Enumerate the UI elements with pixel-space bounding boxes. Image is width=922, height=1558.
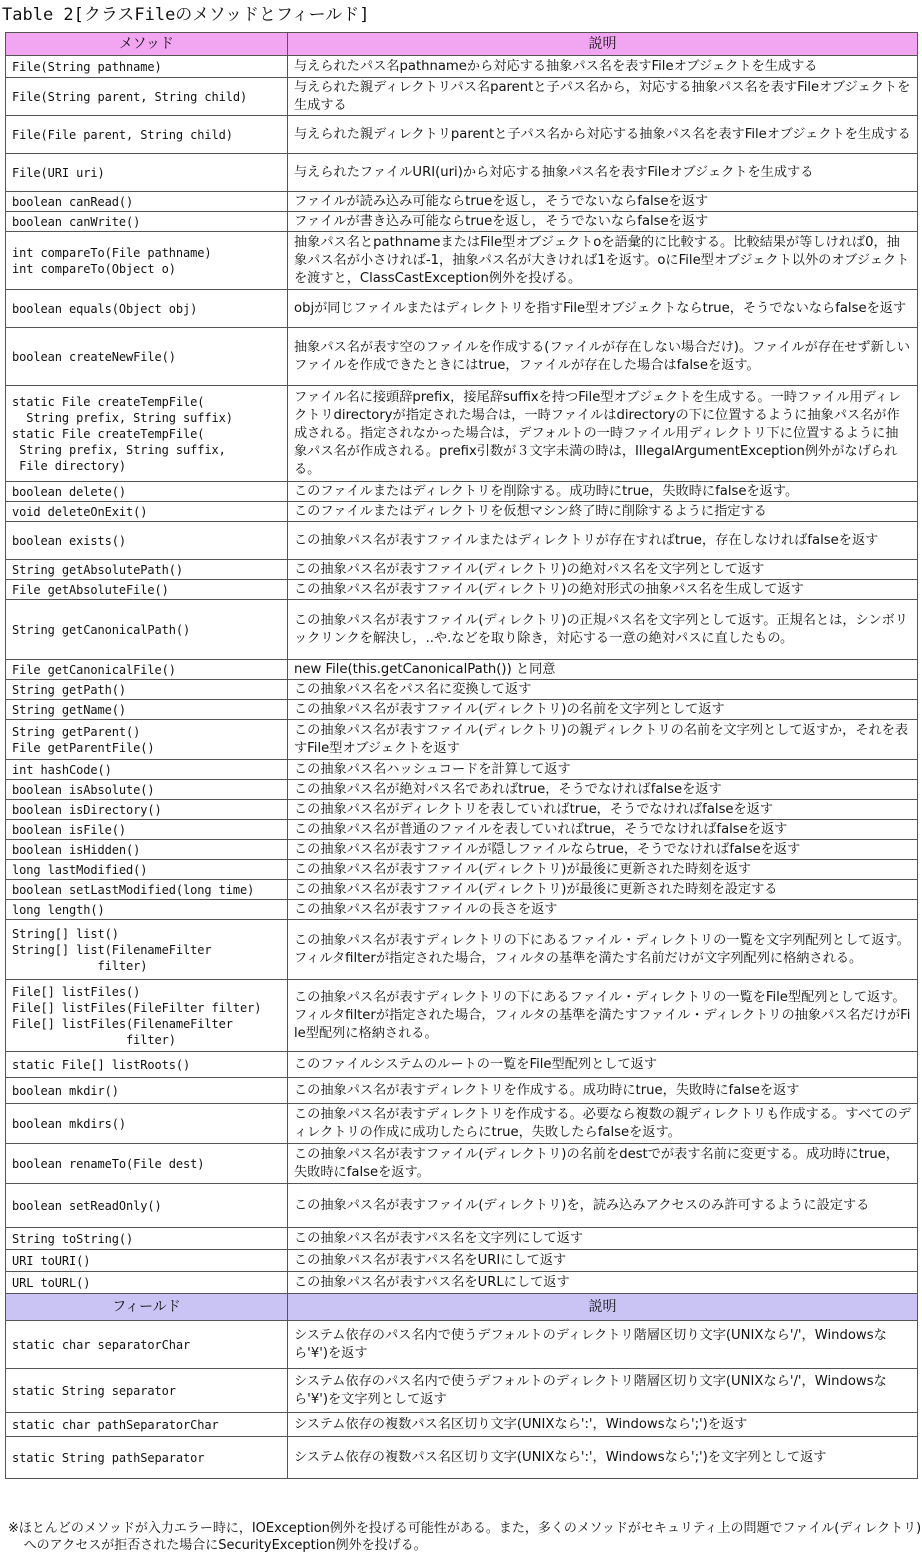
signature-line: static File[] listRoots() [12, 1057, 191, 1072]
method-row-signature [6, 580, 288, 600]
field-row [6, 1437, 918, 1479]
method-row-description: この抽象パス名が表すファイル(ディレクトリ)の名前をdestでが表す名前に変更する。成功時にtrue，失敗時にfalseを返す。 [288, 1144, 918, 1184]
method-row-description: 与えられた親ディレクトリparentと子パス名から対応する抽象パス名を表すFileオブジェクトを生成する [288, 116, 918, 154]
field-row-signature [6, 1437, 288, 1479]
fields-column-header: フィールド [6, 1294, 288, 1321]
method-row-signature [6, 880, 288, 900]
method-row [6, 78, 918, 116]
fields-header-row [6, 1294, 918, 1321]
method-row-description: この抽象パス名が表すファイル(ディレクトリ)を，読み込みアクセスのみ許可するように設定する [288, 1184, 918, 1228]
method-row-description: この抽象パス名が表すファイル(ディレクトリ)の絶対形式の抽象パス名を生成して返す [288, 580, 918, 600]
method-row [6, 820, 918, 840]
signature-line: File(File parent, String child) [12, 127, 233, 142]
signature-line: URI toURI() [12, 1253, 91, 1268]
signature-line: String[] list(FilenameFilter [12, 942, 212, 957]
method-row [6, 900, 918, 920]
table-body [6, 33, 918, 1479]
method-row-description: この抽象パス名をパス名に変換して返す [288, 680, 918, 700]
method-row-signature [6, 720, 288, 760]
method-row-signature [6, 780, 288, 800]
method-row-signature [6, 232, 288, 290]
method-row-description: この抽象パス名ハッシュコードを計算して返す [288, 760, 918, 780]
method-row-description: この抽象パス名が表すパス名をURIにして返す [288, 1250, 918, 1272]
method-row [6, 522, 918, 560]
method-row-signature [6, 328, 288, 386]
method-row [6, 386, 918, 482]
field-row-description: システム依存のパス名内で使うデフォルトのディレクトリ階層区切り文字(UNIXなら'/'，Windowsなら'¥')を返す [288, 1321, 918, 1369]
signature-line: File getAbsoluteFile() [12, 582, 169, 597]
method-row [6, 192, 918, 212]
signature-line: void deleteOnExit() [12, 504, 148, 519]
method-row-description: この抽象パス名が表すディレクトリの下にあるファイル・ディレクトリの一覧をFile型配列として返す。フィルタfilterが指定された場合，フィルタの基準を満たすファイル・ディレクトリの抽象パス名だけがFile型配列に格納される。 [288, 980, 918, 1052]
method-row-signature [6, 680, 288, 700]
method-row [6, 1104, 918, 1144]
signature-line: File[] listFiles() [12, 984, 141, 999]
method-row-description: ファイルが読み込み可能ならtrueを返し，そうでないならfalseを返す [288, 192, 918, 212]
signature-line: boolean equals(Object obj) [12, 301, 198, 316]
method-row-signature [6, 1272, 288, 1294]
method-row-description: このファイルまたはディレクトリを削除する。成功時にtrue，失敗時にfalseを返す。 [288, 482, 918, 502]
signature-line: URL toURL() [12, 1275, 91, 1290]
method-row [6, 880, 918, 900]
method-row-signature [6, 860, 288, 880]
method-row-description: この抽象パス名が表すディレクトリを作成する。成功時にtrue，失敗時にfalseを返す [288, 1078, 918, 1104]
method-row [6, 680, 918, 700]
method-row [6, 580, 918, 600]
field-row-signature [6, 1321, 288, 1369]
signature-line: boolean delete() [12, 484, 126, 499]
method-row [6, 482, 918, 502]
method-row [6, 920, 918, 980]
methods-header-row [6, 33, 918, 56]
method-row [6, 290, 918, 328]
fields-description-header: 説明 [288, 1294, 918, 1321]
signature-line: boolean isDirectory() [12, 802, 162, 817]
signature-line: File directory) [12, 458, 126, 473]
signature-line: boolean setLastModified(long time) [12, 882, 255, 897]
signature-line: boolean exists() [12, 533, 126, 548]
method-row [6, 840, 918, 860]
signature-line: File(URI uri) [12, 165, 105, 180]
signature-line: File getCanonicalFile() [12, 662, 176, 677]
method-row [6, 600, 918, 660]
signature-line: filter) [12, 1032, 176, 1047]
method-row [6, 1228, 918, 1250]
file-class-reference-table [5, 32, 918, 1479]
method-row-description: 抽象パス名とpathnameまたはFile型オブジェクトoを語彙的に比較する。比較結果が等しければ0，抽象パス名が小さければ-1，抽象パス名が大きければ1を返す。oにFile型オブジェクト以外のオブジェクトを渡すと，ClassCastException例外を投げる。 [288, 232, 918, 290]
method-row-description: この抽象パス名が表すパス名を文字列にして返す [288, 1228, 918, 1250]
method-row-signature [6, 56, 288, 78]
signature-line: File[] listFiles(FilenameFilter [12, 1016, 233, 1031]
method-row-description: 抽象パス名が表す空のファイルを作成する(ファイルが存在しない場合だけ)。ファイルが存在せず新しいファイルを作成できたときにはtrue，ファイルが存在した場合はfalseを返す。 [288, 328, 918, 386]
signature-line: File(String parent, String child) [12, 89, 248, 104]
method-row-signature [6, 1184, 288, 1228]
method-row-description: ファイル名に接頭辞prefix，接尾辞suffixを持つFile型オブジェクトを生成する。一時ファイル用ディレクトリdirectoryが指定された場合は，一時ファイルはdirectoryの下に位置するように抽象パス名が作成される。指定されなかった場合は，デフォルトの一時ファイル用ディレクトリ下に位置するように抽象パス名が作成される。prefix引数が３文字未満の時は，IllegalArgumentException例外がなげられる。 [288, 386, 918, 482]
signature-line: String getAbsolutePath() [12, 562, 183, 577]
field-row [6, 1413, 918, 1437]
method-row-signature [6, 1250, 288, 1272]
signature-line: int compareTo(File pathname) [12, 245, 212, 260]
method-row-signature [6, 1104, 288, 1144]
method-row-signature [6, 154, 288, 192]
method-row-description: この抽象パス名が表すファイル(ディレクトリ)の正規パス名を文字列として返す。正規名とは，シンボリックリンクを解決し，..や.などを取り除き，対応する一意の絶対パスに直したもの。 [288, 600, 918, 660]
method-row-signature [6, 560, 288, 580]
signature-line: boolean mkdirs() [12, 1116, 126, 1131]
method-row-signature [6, 522, 288, 560]
signature-line: int compareTo(Object o) [12, 261, 176, 276]
signature-line: String prefix, String suffix, [12, 442, 226, 457]
method-row [6, 502, 918, 522]
method-row-signature [6, 800, 288, 820]
method-row-signature [6, 980, 288, 1052]
method-row-signature [6, 660, 288, 680]
method-row-description: この抽象パス名が普通のファイルを表していればtrue，そうでなければfalseを返す [288, 820, 918, 840]
signature-line: boolean createNewFile() [12, 349, 176, 364]
method-row-signature [6, 482, 288, 502]
signature-line: boolean canRead() [12, 194, 134, 209]
method-row-description: この抽象パス名が表すファイルの長さを返す [288, 900, 918, 920]
signature-line: String getCanonicalPath() [12, 622, 191, 637]
methods-description-header: 説明 [288, 33, 918, 56]
method-row-description: objが同じファイルまたはディレクトリを指すFile型オブジェクトならtrue，そうでないならfalseを返す [288, 290, 918, 328]
signature-line: int hashCode() [12, 762, 112, 777]
field-row-description: システム依存の複数パス名区切り文字(UNIXなら':'，Windowsなら';')を文字列として返す [288, 1437, 918, 1479]
method-row-description: この抽象パス名が表すファイル(ディレクトリ)の絶対パス名を文字列として返す [288, 560, 918, 580]
signature-line: String getPath() [12, 682, 126, 697]
method-row-description: このファイルシステムのルートの一覧をFile型配列として返す [288, 1052, 918, 1078]
signature-line: File(String pathname) [12, 59, 162, 74]
method-row [6, 660, 918, 680]
signature-line: File[] listFiles(FileFilter filter) [12, 1000, 262, 1015]
method-row-signature [6, 78, 288, 116]
method-row-description: この抽象パス名が表すファイルまたはディレクトリが存在すればtrue，存在しなければfalseを返す [288, 522, 918, 560]
method-row-description: この抽象パス名が表すファイルが隠しファイルならtrue，そうでなければfalseを返す [288, 840, 918, 860]
method-row [6, 1144, 918, 1184]
signature-line: boolean mkdir() [12, 1083, 119, 1098]
method-row-description: ファイルが書き込み可能ならtrueを返し，そうでないならfalseを返す [288, 212, 918, 232]
methods-column-header: メソッド [6, 33, 288, 56]
method-row-description: この抽象パス名が表すパス名をURLにして返す [288, 1272, 918, 1294]
method-row-description: この抽象パス名が表すファイル(ディレクトリ)が最後に更新された時刻を設定する [288, 880, 918, 900]
method-row-description: この抽象パス名が表すファイル(ディレクトリ)が最後に更新された時刻を返す [288, 860, 918, 880]
signature-line: static File createTempFile( [12, 394, 205, 409]
signature-line: boolean canWrite() [12, 214, 141, 229]
method-row [6, 1184, 918, 1228]
method-row-description: この抽象パス名が表すファイル(ディレクトリ)の親ディレクトリの名前を文字列として返すか，それを表すFile型オブジェクトを返す [288, 720, 918, 760]
signature-line: String getName() [12, 702, 126, 717]
signature-line: boolean setReadOnly() [12, 1198, 162, 1213]
method-row [6, 800, 918, 820]
signature-line: filter) [12, 958, 148, 973]
method-row [6, 560, 918, 580]
signature-line: String[] list() [12, 926, 119, 941]
method-row [6, 1250, 918, 1272]
method-row [6, 780, 918, 800]
method-row [6, 212, 918, 232]
method-row [6, 116, 918, 154]
method-row [6, 700, 918, 720]
method-row [6, 56, 918, 78]
footnote: ※ほとんどのメソッドが入力エラー時に，IOException例外を投げる可能性がある。また，多くのメソッドがセキュリティ上の問題でファイル(ディレクトリ)へのアクセスが拒否された場合にSecurityException例外を投げる。 [8, 1521, 922, 1553]
method-row-signature [6, 212, 288, 232]
method-row [6, 1272, 918, 1294]
signature-line: String toString() [12, 1231, 134, 1246]
method-row [6, 1052, 918, 1078]
signature-line: static File createTempFile( [12, 426, 205, 441]
method-row-description: このファイルまたはディレクトリを仮想マシン終了時に削除するように指定する [288, 502, 918, 522]
method-row [6, 980, 918, 1052]
signature-line: boolean isHidden() [12, 842, 141, 857]
method-row-signature [6, 900, 288, 920]
signature-line: String prefix, String suffix) [12, 410, 233, 425]
method-row-signature [6, 192, 288, 212]
method-row-signature [6, 760, 288, 780]
method-row [6, 860, 918, 880]
signature-line: static String separator [12, 1383, 176, 1398]
signature-line: static char separatorChar [12, 1337, 191, 1352]
signature-line: long length() [12, 902, 105, 917]
method-row-description: この抽象パス名が表すディレクトリを作成する。必要なら複数の親ディレクトリも作成する。すべてのディレクトリの作成に成功したらにtrue，失敗したらfalseを返す。 [288, 1104, 918, 1144]
field-row-description: システム依存の複数パス名区切り文字(UNIXなら':'，Windowsなら';')を返す [288, 1413, 918, 1437]
signature-line: static String pathSeparator [12, 1450, 205, 1465]
method-row-signature [6, 1078, 288, 1104]
method-row [6, 760, 918, 780]
signature-line: boolean isAbsolute() [12, 782, 155, 797]
field-row [6, 1321, 918, 1369]
field-row [6, 1369, 918, 1413]
method-row-description: 与えられたパス名pathnameから対応する抽象パス名を表すFileオブジェクトを生成する [288, 56, 918, 78]
signature-line: static char pathSeparatorChar [12, 1417, 219, 1432]
method-row-signature [6, 840, 288, 860]
method-row-signature [6, 1052, 288, 1078]
method-row [6, 154, 918, 192]
signature-line: boolean renameTo(File dest) [12, 1156, 205, 1171]
method-row-signature [6, 290, 288, 328]
signature-line: long lastModified() [12, 862, 148, 877]
method-row-description: new File(this.getCanonicalPath()) と同意 [288, 660, 918, 680]
field-row-signature [6, 1413, 288, 1437]
method-row-description: この抽象パス名がディレクトリを表していればtrue，そうでなければfalseを返す [288, 800, 918, 820]
method-row-signature [6, 1144, 288, 1184]
method-row-signature [6, 386, 288, 482]
method-row-signature [6, 920, 288, 980]
signature-line: String getParent() [12, 724, 141, 739]
signature-line: File getParentFile() [12, 740, 155, 755]
method-row [6, 328, 918, 386]
method-row-description: 与えられた親ディレクトリパス名parentと子パス名から，対応する抽象パス名を表すFileオブジェクトを生成する [288, 78, 918, 116]
method-row [6, 1078, 918, 1104]
method-row-signature [6, 600, 288, 660]
field-row-description: システム依存のパス名内で使うデフォルトのディレクトリ階層区切り文字(UNIXなら'/'，Windowsなら'¥')を文字列として返す [288, 1369, 918, 1413]
signature-line: boolean isFile() [12, 822, 126, 837]
table-title: Table 2[クラスFileのメソッドとフィールド] [2, 5, 370, 25]
method-row-description: この抽象パス名が表すディレクトリの下にあるファイル・ディレクトリの一覧を文字列配列として返す。フィルタfilterが指定された場合，フィルタの基準を満たす名前だけが文字列配列に格納される。 [288, 920, 918, 980]
field-row-signature [6, 1369, 288, 1413]
method-row [6, 720, 918, 760]
method-row-signature [6, 116, 288, 154]
method-row-signature [6, 1228, 288, 1250]
method-row [6, 232, 918, 290]
method-row-signature [6, 700, 288, 720]
method-row-description: この抽象パス名が表すファイル(ディレクトリ)の名前を文字列として返す [288, 700, 918, 720]
method-row-description: この抽象パス名が絶対パス名であればtrue，そうでなければfalseを返す [288, 780, 918, 800]
method-row-description: 与えられたファイルURI(uri)から対応する抽象パス名を表すFileオブジェクトを生成する [288, 154, 918, 192]
method-row-signature [6, 502, 288, 522]
method-row-signature [6, 820, 288, 840]
